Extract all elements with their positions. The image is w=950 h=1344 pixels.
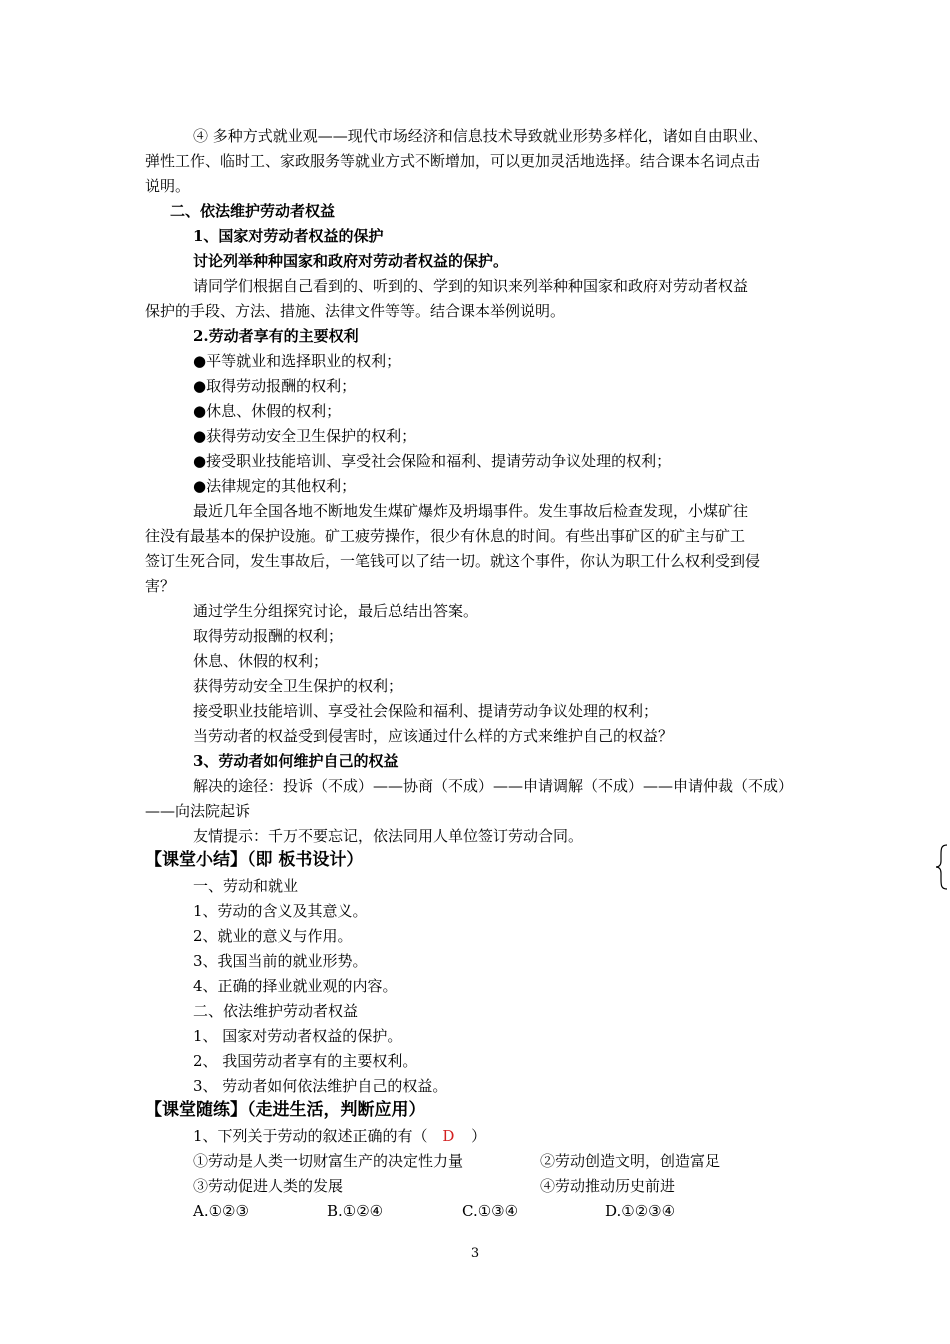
question-stem [193,1124,486,1149]
outline-line: 3、 劳动者如何依法维护自己的权益。 [193,1077,448,1095]
paragraph-line: 弹性工作、临时工、家政服务等就业方式不断增加，可以更加灵活地选择。结合课本名词点击 [145,152,761,170]
tip-line: 友情提示：千万不要忘记，依法同用人单位签订劳动合同。 [193,827,584,845]
outline-line: 二、依法维护劳动者权益 [193,1002,359,1020]
paragraph-line: ④ 多种方式就业观——现代市场经济和信息技术导致就业形势多样化，诸如自由职业、 [193,127,768,145]
paragraph-line: 签订生死合同，发生事故后，一笔钱可以了结一切。就这个事件，你认为职工什么权利受到侵 [145,552,761,570]
subsection-heading: 3、劳动者如何维护自己的权益 [193,752,399,770]
exercise-heading: 【课堂随练】（走进生活，判断应用） [145,1100,426,1120]
list-item: ●获得劳动安全卫生保护的权利； [193,427,417,445]
summary-heading: 【课堂小结】（即 板书设计） [145,850,364,870]
paragraph-line: 请同学们根据自己看到的、听到的、学到的知识来列举种种国家和政府对劳动者权益 [193,277,749,295]
choice-c: C.①③④ [462,1202,519,1220]
list-item: ●接受职业技能培训、享受社会保险和福利、提请劳动争议处理的权利； [193,452,672,470]
paragraph-line: 通过学生分组探究讨论，最后总结出答案。 [193,602,479,620]
paragraph-line: ——向法院起诉 [145,802,251,820]
paragraph-line: 保护的手段、方法、措施、法律文件等等。结合课本举例说明。 [145,302,566,320]
outline-line: 1、劳动的含义及其意义。 [193,902,368,920]
question-text: 1、下列关于劳动的叙述正确的有（ [193,1127,428,1145]
option-statement: ②劳动创造文明，创造富足 [540,1152,721,1170]
outline-line: 4、正确的择业就业观的内容。 [193,977,398,995]
outline-line: 一、劳动和就业 [193,877,299,895]
paragraph-line: 害？ [145,577,176,595]
option-statement: ③劳动促进人类的发展 [193,1177,344,1195]
outline-line: 2、就业的意义与作用。 [193,927,353,945]
option-statement: ①劳动是人类一切财富生产的决定性力量 [193,1152,464,1170]
section-heading: 二、依法维护劳动者权益 [170,202,336,220]
option-statement: ④劳动推动历史前进 [540,1177,676,1195]
list-item: ●休息、休假的权利； [193,402,342,420]
brace-decoration [935,843,950,891]
list-item: ●平等就业和选择职业的权利； [193,352,402,370]
choice-a: A.①②③ [193,1202,249,1220]
paragraph-line: 往没有最基本的保护设施。矿工疲劳操作，很少有休息的时间。有些出事矿区的矿主与矿工 [145,527,746,545]
paragraph-line: 解决的途径：投诉（不成）——协商（不成）——申请调解（不成）——申请仲裁（不成） [193,777,794,795]
list-item: ●取得劳动报酬的权利； [193,377,357,395]
page-number: 3 [470,1246,480,1261]
outline-line: 1、 国家对劳动者权益的保护。 [193,1027,403,1045]
choice-b: B.①②④ [327,1202,384,1220]
answer-line: 取得劳动报酬的权利； [193,627,344,645]
outline-line: 2、 我国劳动者享有的主要权利。 [193,1052,418,1070]
subsection-heading: 1、国家对劳动者权益的保护 [193,227,384,245]
question-close: ） [471,1127,487,1145]
answer-line: 接受职业技能培训、享受社会保险和福利、提请劳动争议处理的权利； [193,702,659,720]
answer-mark: D [442,1127,455,1145]
answer-line: 休息、休假的权利； [193,652,329,670]
discussion-prompt: 讨论列举种种国家和政府对劳动者权益的保护。 [193,252,509,270]
paragraph-line: 说明。 [145,177,191,195]
answer-line: 获得劳动安全卫生保护的权利； [193,677,404,695]
subsection-heading: 2.劳动者享有的主要权利 [193,327,359,345]
paragraph-line: 最近几年全国各地不断地发生煤矿爆炸及坍塌事件。发生事故后检查发现，小煤矿往 [193,502,749,520]
question-line: 当劳动者的权益受到侵害时，应该通过什么样的方式来维护自己的权益？ [193,727,674,745]
choice-d: D.①②③④ [605,1202,676,1220]
list-item: ●法律规定的其他权利； [193,477,357,495]
outline-line: 3、我国当前的就业形势。 [193,952,368,970]
